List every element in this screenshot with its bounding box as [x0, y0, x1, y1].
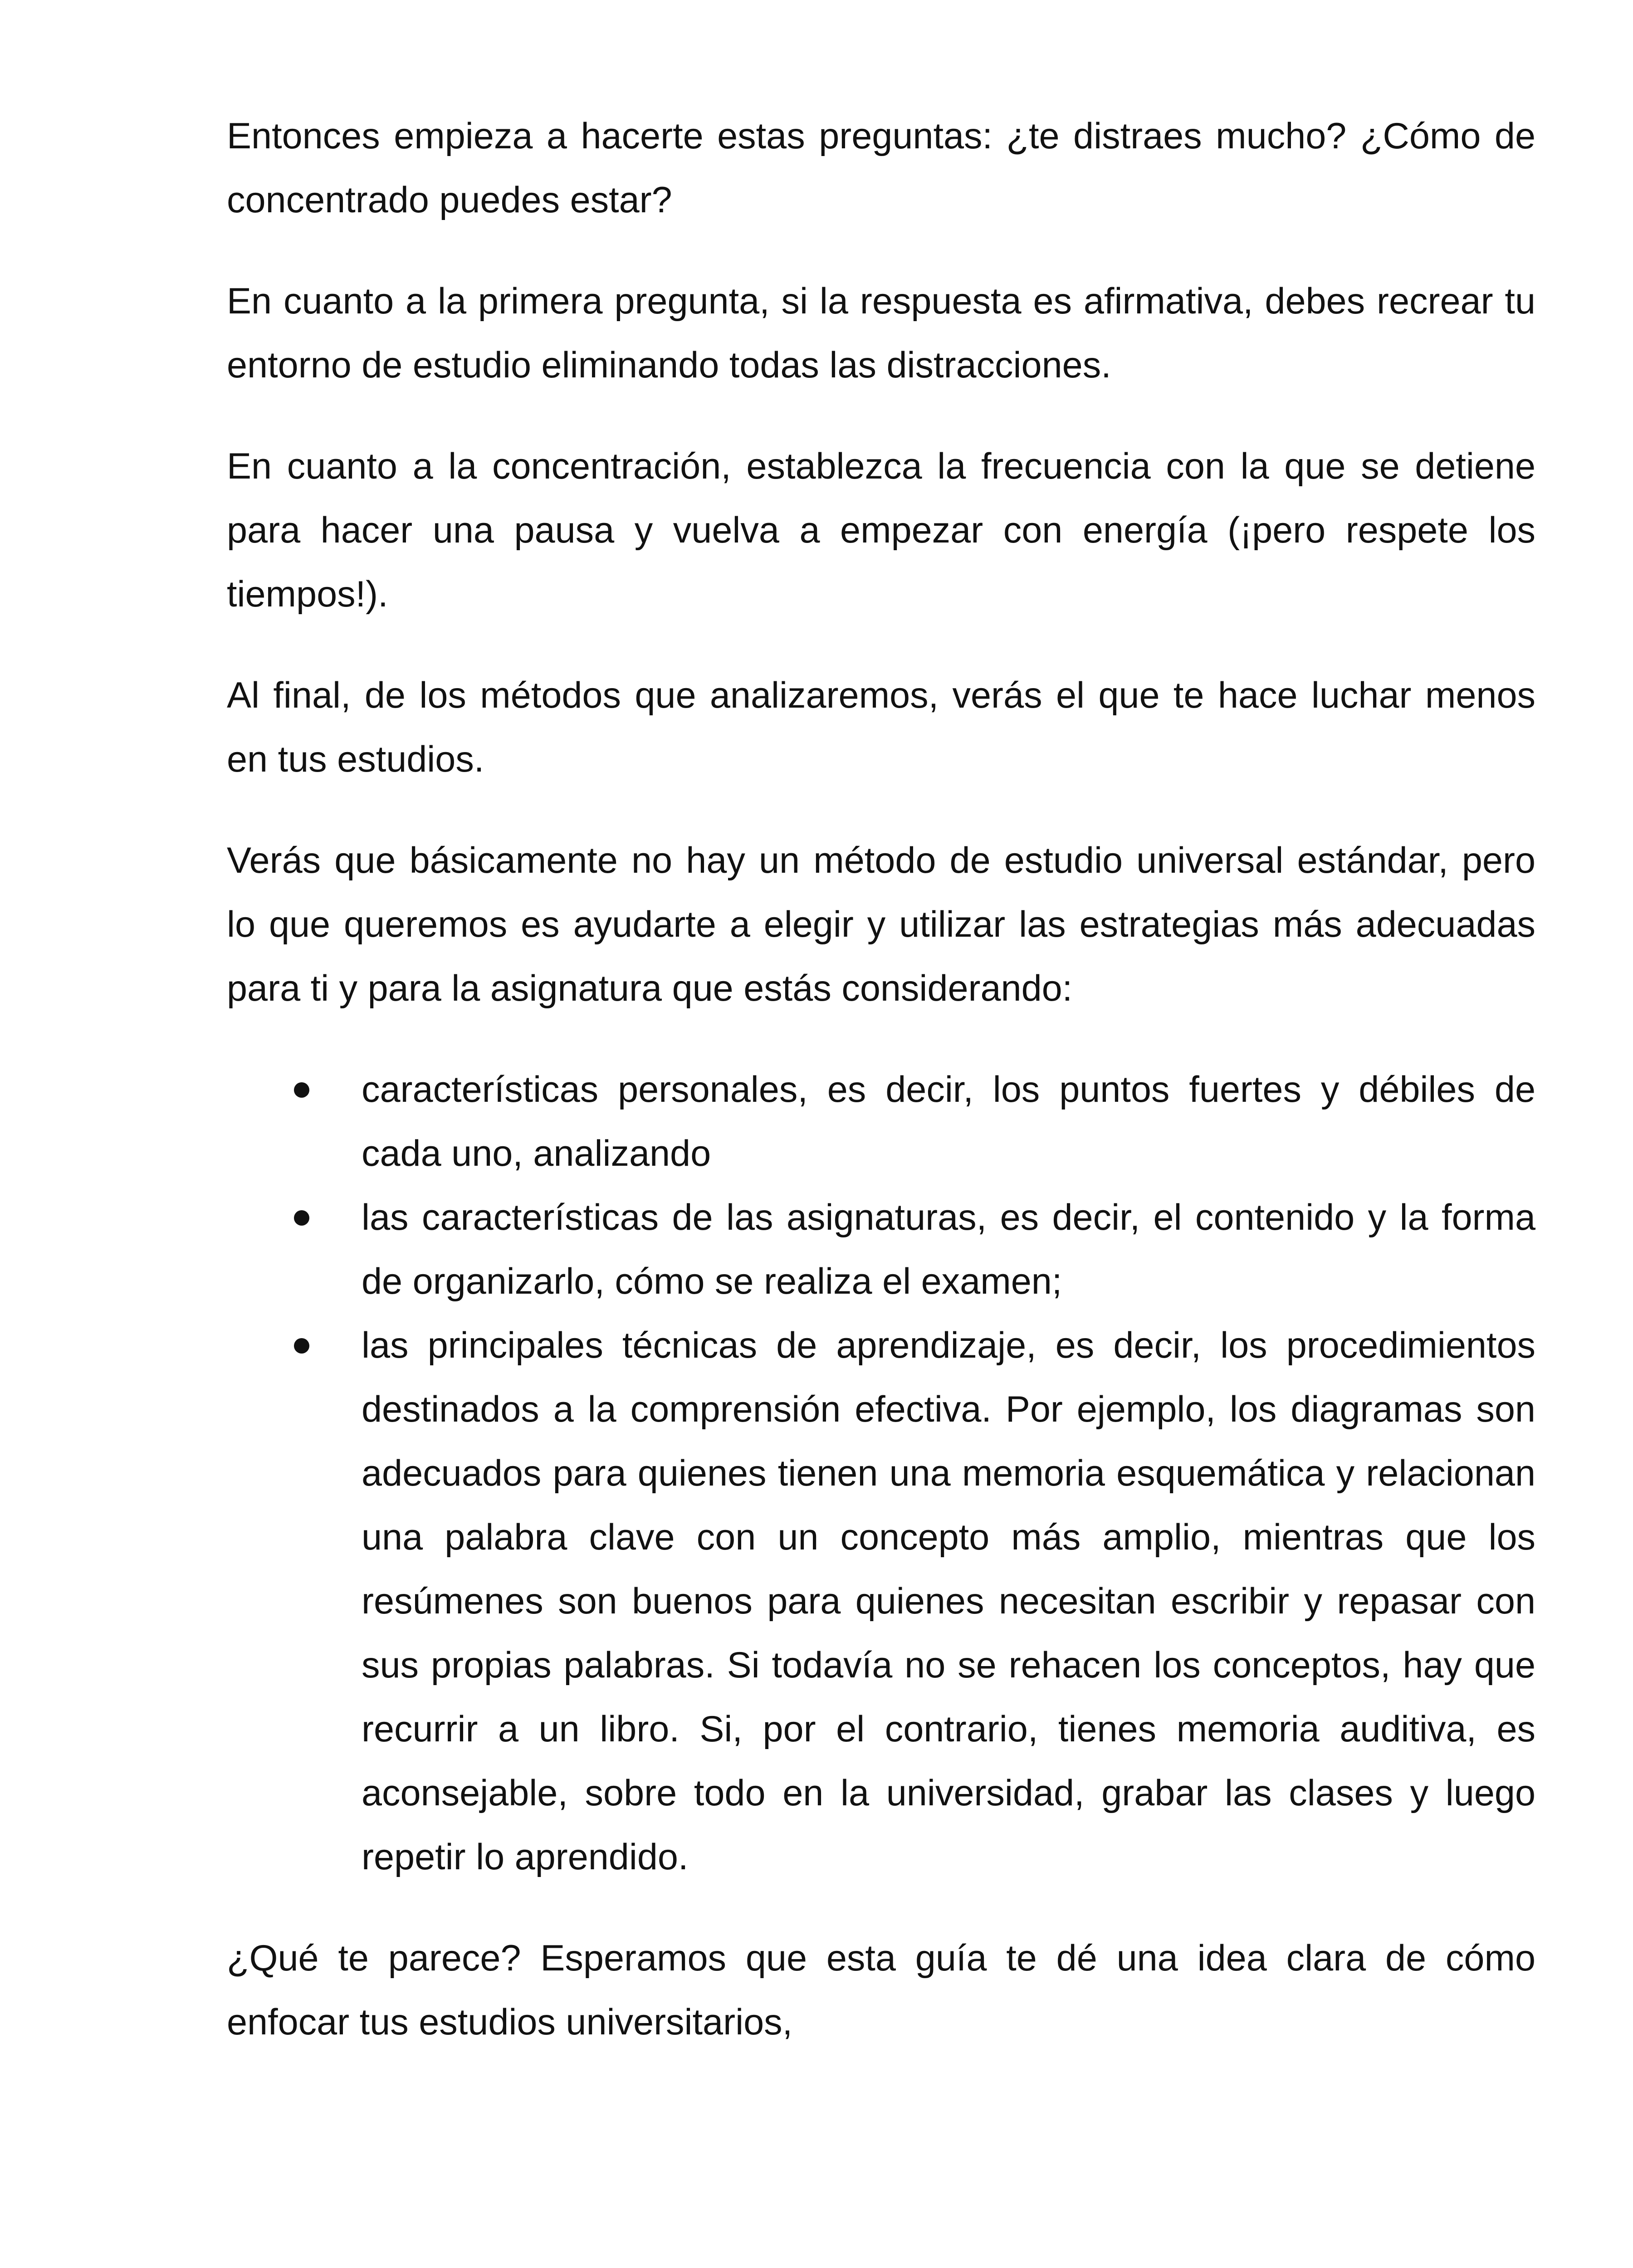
page-body	[227, 104, 1535, 2092]
bullet-list	[227, 1058, 1535, 1889]
paragraph-closing: ¿Qué te parece? Esperamos que esta guía te dé una idea clara de cómo enfocar tus estudios universitarios,	[227, 1938, 1535, 2043]
list-item-text: las principales técnicas de aprendizaje, es decir, los procedimientos destinados a la comprensión efectiva. Por ejemplo, los diagramas son adecuados para quienes tienen una memoria esquemática y relacionan una palabra clave con un concepto más amplio, mientras que los resúmenes son buenos para quienes necesitan escribir y repasar con sus propias palabras. Si todavía no se rehacen los conceptos, hay que recurrir a un libro. Si, por el contrario, tienes memoria auditiva, es aconsejable, sobre todo en la universidad, grabar las clases y luego repetir lo aprendido.	[362, 1325, 1535, 1877]
list-item	[227, 1314, 1535, 1889]
paragraph-questions: Entonces empieza a hacerte estas preguntas: ¿te distraes mucho? ¿Cómo de concentrado puedes estar?	[227, 116, 1535, 220]
paragraph-distractions: En cuanto a la primera pregunta, si la respuesta es afirmativa, debes recrear tu entorno de estudio eliminando todas las distracciones.	[227, 281, 1535, 386]
paragraph-concentration: En cuanto a la concentración, establezca la frecuencia con la que se detiene para hacer una pausa y vuelva a empezar con energía (¡pero respete los tiempos!).	[227, 446, 1535, 615]
paragraph-methods: Al final, de los métodos que analizaremos, verás el que te hace luchar menos en tus estudios.	[227, 675, 1535, 780]
bullet-icon	[294, 1210, 309, 1226]
list-item-text: las características de las asignaturas, es decir, el contenido y la forma de organizarlo, cómo se realiza el examen;	[362, 1197, 1535, 1302]
bullet-icon	[294, 1338, 309, 1354]
list-item	[227, 1058, 1535, 1186]
list-item	[227, 1186, 1535, 1314]
bullet-icon	[294, 1082, 309, 1098]
list-item-text: características personales, es decir, los puntos fuertes y débiles de cada uno, analizando	[362, 1069, 1535, 1174]
paragraph-strategies: Verás que básicamente no hay un método de estudio universal estándar, pero lo que queremos es ayudarte a elegir y utilizar las estrategias más adecuadas para ti y para la asignatura que estás considerando:	[227, 840, 1535, 1009]
